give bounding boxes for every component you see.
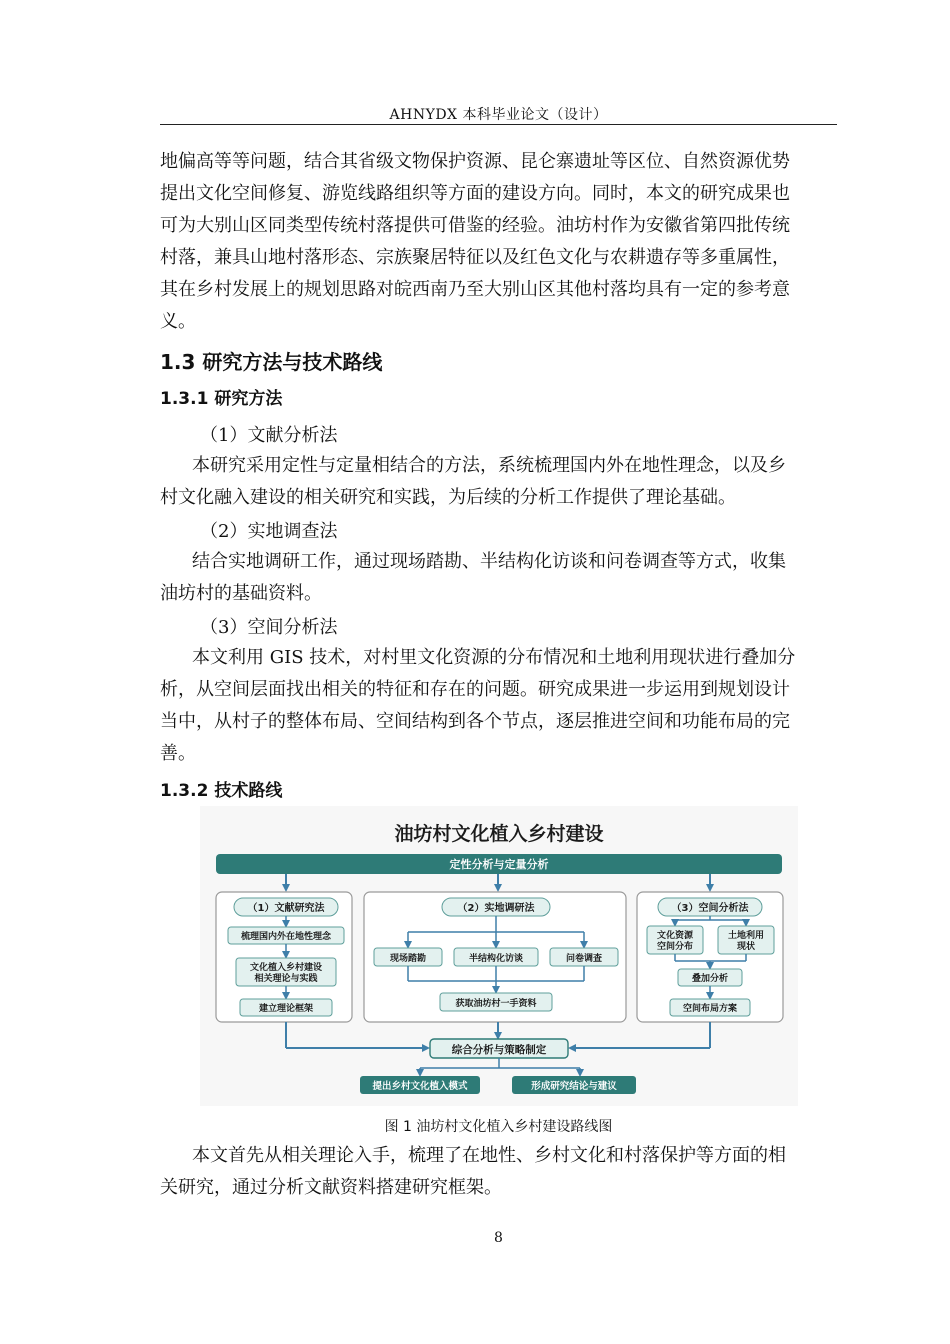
text-line: 其在乡村发展上的规划思路对皖西南乃至大别山区其他村落均具有一定的参考意	[160, 279, 790, 300]
group2-result: 获取油坊村一手资料	[455, 999, 537, 1009]
text-line: 本研究采用定性与定量相结合的方法，系统梳理国内外在地性理念，以及乡	[192, 455, 786, 476]
figure-caption: 图 1 油坊村文化植入乡村建设路线图	[384, 1119, 613, 1135]
technical-roadmap-diagram	[200, 806, 798, 1106]
text-line: 本文首先从相关理论入手，梳理了在地性、乡村文化和村落保护等方面的相	[192, 1145, 786, 1166]
group3-step3: 空间布局方案	[682, 1004, 738, 1014]
method2-paragraph	[160, 546, 837, 610]
group1-step1: 梳理国内外在地性理念	[240, 932, 332, 942]
group1-step2-line1: 文化植入乡村建设	[249, 963, 323, 973]
group2-item1: 现场踏勘	[389, 954, 427, 964]
text-line: 善。	[160, 743, 196, 764]
text-line: 提出文化空间修复、游览线路组织等方面的建设方向。同时，本文的研究成果也	[160, 183, 790, 204]
text-line: 村落，兼具山地村落形态、宗族聚居特征以及红色文化与农耕遗存等多重属性，	[160, 247, 790, 268]
method2-title: （2）实地调查法	[200, 521, 338, 542]
method3-title: （3）空间分析法	[200, 617, 338, 638]
top-bar-label: 定性分析与定量分析	[449, 858, 549, 871]
group3-item2-line1: 土地利用	[727, 931, 765, 941]
group3-item1-line2: 空间分布	[656, 942, 694, 952]
synthesis-label: 综合分析与策略制定	[451, 1044, 547, 1056]
section-title: 1.3 研究方法与技术路线	[160, 350, 383, 374]
subsection-title-roadmap: 1.3.2 技术路线	[160, 781, 283, 801]
text-line: 本文利用 GIS 技术，对村里文化资源的分布情况和土地利用现状进行叠加分	[192, 647, 796, 668]
group2-item3: 问卷调查	[565, 954, 603, 964]
text-line: 关研究，通过分析文献资料搭建研究框架。	[160, 1177, 502, 1198]
text-line: 义。	[160, 311, 196, 332]
method1-title: （1）文献分析法	[200, 425, 338, 446]
group1-step3: 建立理论框架	[258, 1004, 314, 1014]
text-line: 油坊村的基础资料。	[160, 583, 322, 604]
diagram-title: 油坊村文化植入乡村建设	[394, 823, 604, 845]
header-rule	[160, 124, 837, 125]
text-line: 地偏高等等问题，结合其省级文物保护资源、昆仑寨遗址等区位、自然资源优势	[160, 151, 790, 172]
output2-label: 形成研究结论与建议	[531, 1081, 617, 1092]
method1-paragraph	[160, 450, 837, 514]
paragraph-intro-continued	[160, 146, 837, 338]
text-line: 析，从空间层面找出相关的特征和存在的问题。研究成果进一步运用到规划设计	[160, 679, 790, 700]
text-line: 可为大别山区同类型传统村落提供可借鉴的经验。油坊村作为安徽省第四批传统	[160, 215, 790, 236]
group3-step2: 叠加分析	[691, 974, 729, 984]
text-line: 当中，从村子的整体布局、空间结构到各个节点，逐层推进空间和功能布局的完	[160, 711, 790, 732]
group2-title: （2）实地调研法	[457, 903, 535, 914]
group1-title: （1）文献研究法	[247, 903, 325, 914]
method3-paragraph	[160, 642, 837, 770]
group1-step2-line2: 相关理论与实践	[254, 974, 318, 984]
page-header: AHNYDX 本科毕业论文（设计）	[389, 107, 608, 123]
page-number: 8	[494, 1230, 503, 1246]
group3-item1-line1: 文化资源	[656, 931, 694, 941]
output1-label: 提出乡村文化植入模式	[372, 1081, 468, 1092]
paragraph-closing	[160, 1140, 837, 1204]
group2-item2: 半结构化访谈	[468, 954, 524, 964]
subsection-title-methods: 1.3.1 研究方法	[160, 389, 283, 409]
group3-title: （3）空间分析法	[671, 903, 749, 914]
text-line: 结合实地调研工作，通过现场踏勘、半结构化访谈和问卷调查等方式，收集	[192, 551, 786, 572]
group3-item2-line2: 现状	[736, 942, 756, 952]
text-line: 村文化融入建设的相关研究和实践，为后续的分析工作提供了理论基础。	[160, 487, 736, 508]
